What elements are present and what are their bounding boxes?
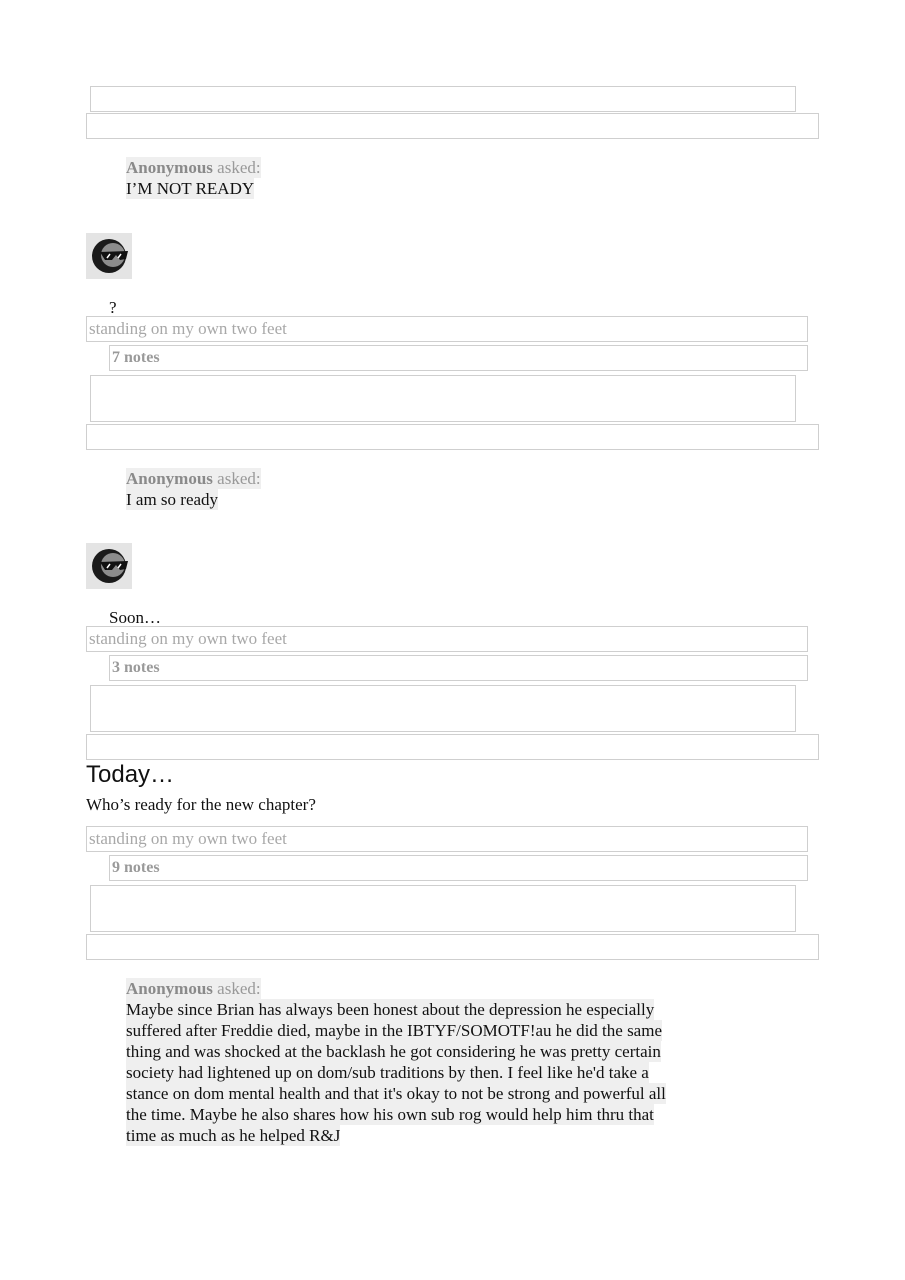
question-line: society had lightened up on dom/sub traditions by then. I feel like he'd take a <box>126 1063 649 1082</box>
question-line: thing and was shocked at the backlash he got considering he was pretty certain <box>126 1042 661 1061</box>
ask-block <box>126 468 261 510</box>
asked-label: asked: <box>217 469 261 488</box>
ask-block <box>126 978 666 1146</box>
answer-text: Soon… <box>109 608 161 627</box>
question-text: I’M NOT READY <box>126 179 255 198</box>
avatar[interactable] <box>86 233 132 279</box>
post-tag[interactable]: standing on my own two feet <box>86 316 808 342</box>
empty-frame <box>86 734 819 760</box>
question-line: time as much as he helped R&J <box>126 1126 341 1145</box>
question-line: stance on dom mental health and that it's okay to not be strong and powerful all <box>126 1084 666 1103</box>
post-text: Who’s ready for the new chapter? <box>86 795 316 814</box>
asker-name[interactable]: Anonymous <box>126 979 213 998</box>
empty-frame <box>90 885 796 932</box>
post-heading: Today… <box>86 761 175 788</box>
avatar[interactable] <box>86 543 132 589</box>
answer-text: ? <box>109 298 117 317</box>
sunglasses-face-icon <box>86 543 132 589</box>
asked-label: asked: <box>217 158 261 177</box>
notes-count[interactable]: 7 notes <box>109 345 808 371</box>
empty-frame <box>86 934 819 960</box>
asker-name[interactable]: Anonymous <box>126 158 213 177</box>
empty-frame <box>90 685 796 732</box>
ask-block <box>126 157 261 199</box>
post-tag[interactable]: standing on my own two feet <box>86 826 808 852</box>
question-line: suffered after Freddie died, maybe in the IBTYF/SOMOTF!au he did the same <box>126 1021 662 1040</box>
asked-label: asked: <box>217 979 261 998</box>
notes-count[interactable]: 9 notes <box>109 855 808 881</box>
notes-count[interactable]: 3 notes <box>109 655 808 681</box>
empty-frame <box>90 86 796 112</box>
sunglasses-face-icon <box>86 233 132 279</box>
question-line: the time. Maybe he also shares how his own sub rog would help him thru that <box>126 1105 654 1124</box>
empty-frame <box>90 375 796 422</box>
asker-name[interactable]: Anonymous <box>126 469 213 488</box>
empty-frame <box>86 113 819 139</box>
question-line: Maybe since Brian has always been honest about the depression he especially <box>126 1000 655 1019</box>
post-tag[interactable]: standing on my own two feet <box>86 626 808 652</box>
question-text: I am so ready <box>126 490 219 509</box>
empty-frame <box>86 424 819 450</box>
